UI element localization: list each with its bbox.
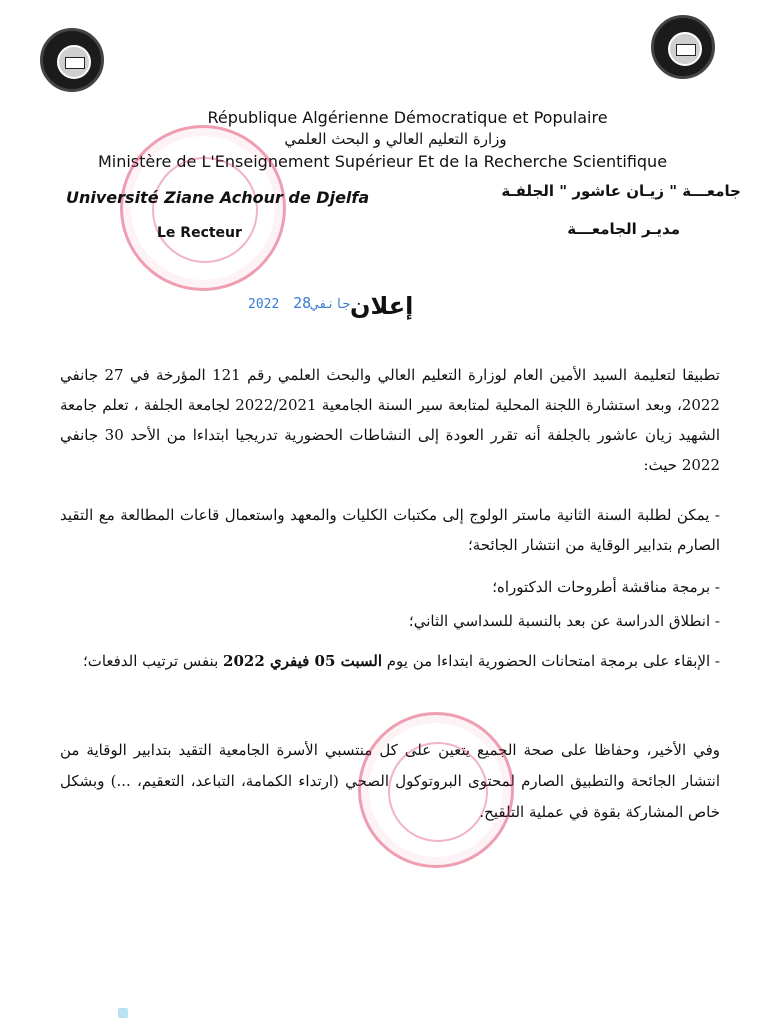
rector-title-fr: Le Recteur bbox=[157, 225, 242, 241]
list-item: - يمكن لطلبة السنة الثانية ماستر الولوج إلى مكتبات الكليات والمعهد واستعمال قاعات المطالعة مع التقيد الصارم بتدابير الوقاية من انتشار الجائحة؛ bbox=[60, 506, 720, 554]
date-stamp-day: 28 bbox=[293, 294, 312, 312]
scan-artifact bbox=[118, 1008, 128, 1018]
university-emblem-icon bbox=[651, 15, 715, 79]
document-title: إعلان bbox=[350, 292, 414, 320]
book-icon bbox=[65, 57, 85, 69]
university-name-fr: Université Ziane Achour de Djelfa bbox=[66, 188, 370, 207]
list-item: - برمجة مناقشة أطروحات الدكتوراه؛ bbox=[492, 578, 720, 596]
ministry-name-fr: Ministère de L'Enseignement Supérieur Et de la Recherche Scientifique bbox=[97, 152, 668, 171]
list-item: - انطلاق الدراسة عن بعد بالنسبة للسداسي الثاني؛ bbox=[408, 612, 720, 630]
list-item-text: بنفس ترتيب الدفعات؛ bbox=[82, 652, 224, 670]
official-seal-stamp bbox=[358, 712, 514, 868]
list-item bbox=[60, 646, 720, 676]
official-seal-stamp bbox=[120, 125, 286, 291]
list-item-text: - الإبقاء على برمجة امتحانات الحضورية ابتداءا من يوم bbox=[382, 652, 720, 670]
date-stamp-month-year: 2022 جانفي bbox=[248, 297, 351, 312]
paragraph-closing: وفي الأخير، وحفاظا على صحة الجميع يتعين على كل منتسبي الأسرة الجامعية التقيد بتدابير الوقاية من انتشار الجائحة والتطبيق الصارم لمحتوى البروتوكول الصحي (ارتداء الكمامة، التباعد، التعقيم، ...) وبشكل خاص المشاركة بقوة في عملية التلقيح. bbox=[60, 741, 720, 821]
book-icon bbox=[676, 44, 696, 56]
date-stamp bbox=[248, 294, 350, 312]
university-emblem-icon bbox=[40, 28, 104, 92]
exam-date-bold: السبت 05 فيفري 2022 bbox=[223, 652, 382, 670]
paragraph-intro: تطبيقا لتعليمة السيد الأمين العام لوزارة التعليم العالي والبحث العلمي رقم 121 المؤرخة في 27 جانفي 2022، وبعد استشارة اللجنة المحلية لمتابعة سير السنة الجامعية 2022/2021 لجامعة الجلفة ، تعلم جامعة الشهيد زيان عاشور بالجلفة أنه تقرر العودة إلى النشاطات الحضورية تدريجيا ابتداءا من الأحد 30 جانفي 2022 حيث: bbox=[60, 366, 720, 474]
university-name-ar: جامعـــة " زيـان عاشور " الجلفـة bbox=[501, 182, 741, 200]
director-title-ar: مديـر الجامعـــة bbox=[567, 220, 680, 238]
ministry-name-ar: وزارة التعليم العالي و البحث العلمي bbox=[284, 130, 507, 148]
republic-name-fr: République Algérienne Démocratique et Populaire bbox=[207, 108, 608, 127]
